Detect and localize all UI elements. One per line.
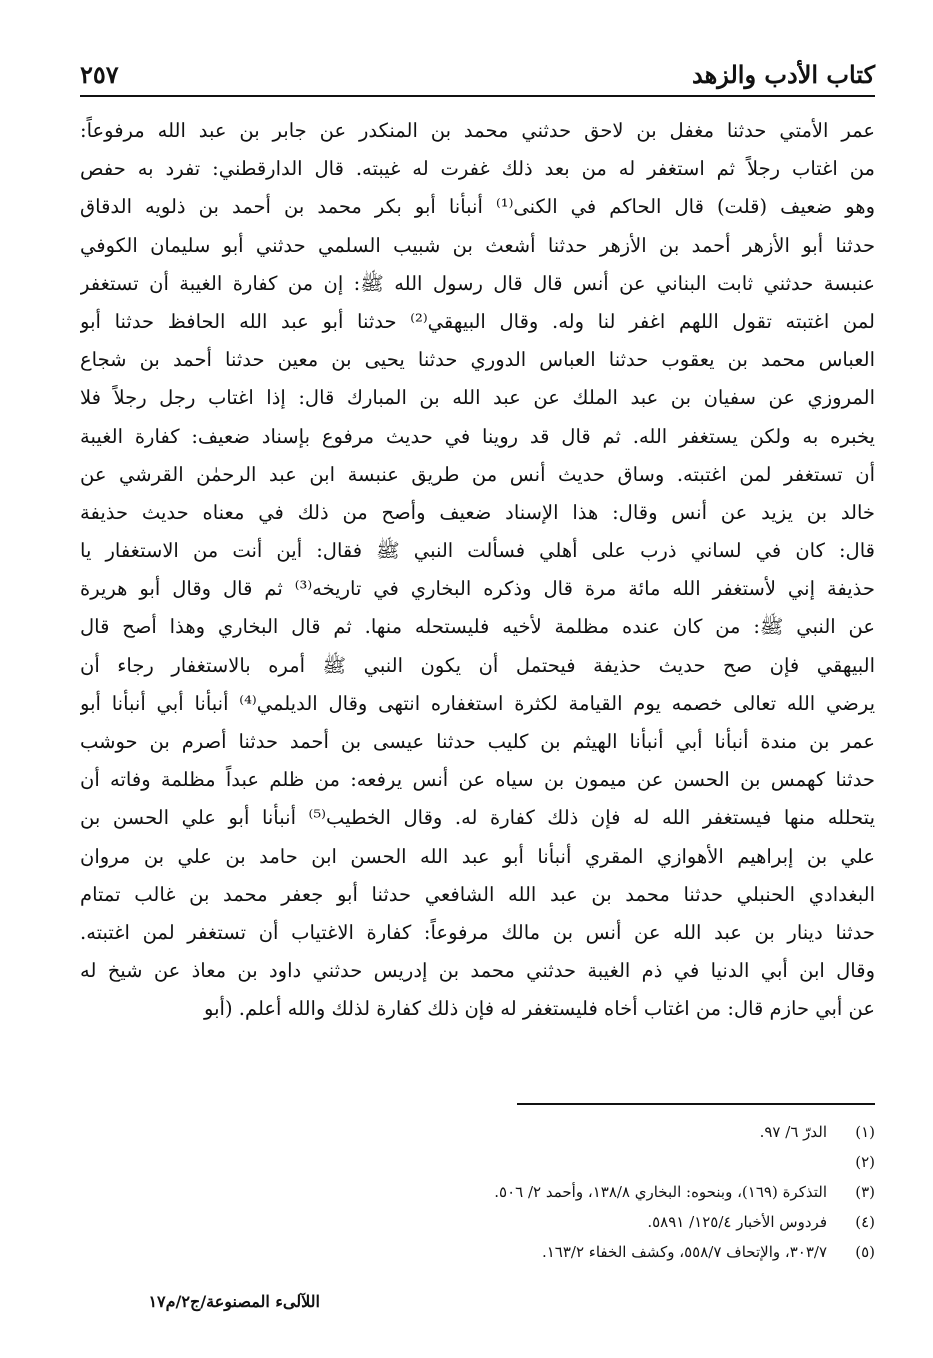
text-line: علي بن إبراهيم الأهوازي المقري أنبأنا أبو عبد الله الحسن ابن حامد بن علي بن مروان: [80, 844, 875, 868]
footnotes: [80, 1117, 875, 1267]
text-line: حذيفة إني لأستغفر الله مائة مرة قال وذكره البخاري في تاريخه⁽³⁾ ثم قال وقال أبو هريرة: [80, 577, 875, 601]
footnote-text: فردوس الأخبار ١٢٥/٤/ ٥٨٩١.: [647, 1213, 827, 1231]
footnote-rule: [517, 1103, 875, 1105]
footnote-text: التذكرة (١٦٩)، وبنحوه: البخاري ١٣٨/٨، وأحمد ٢/ ٥٠٦.: [494, 1183, 827, 1201]
text-line: العباس محمد بن يعقوب حدثنا العباس الدوري حدثنا يحيى بن معين حدثنا أحمد بن شجاع: [80, 348, 875, 372]
footnote: [80, 1177, 875, 1207]
footnote: [80, 1117, 875, 1147]
text-line: البغدادي الحنبلي حدثنا محمد بن عبد الله الشافعي حدثنا أبو جعفر محمد بن غالب تمتام: [80, 882, 875, 906]
footnote-text: ٣٠٣/٧، والإتحاف ٥٥٨/٧، وكشف الخفاء ١٦٣/٢.: [541, 1243, 827, 1261]
text-line: عن النبي ﷺ: من كان عنده مظلمة لأخيه فليستحله منها. ثم قال البخاري وهذا أصح قال: [80, 615, 875, 639]
main-text: [80, 112, 875, 1029]
text-line: من اغتاب رجلاً ثم استغفر له من بعد ذلك غفرت له غيبته. قال الدارقطني: تفرد به حفص: [80, 157, 875, 181]
running-title: كتاب الأدب والزهد: [692, 60, 875, 89]
text-line: قال: كان في لساني ذرب على أهلي فسألت النبي ﷺ فقال: أين أنت من الاستغفار يا: [80, 539, 875, 563]
footnote: [80, 1147, 875, 1177]
text-line: وقال ابن أبي الدنيا في ذم الغيبة حدثني محمد بن إدريس حدثني داود بن معاذ عن شيخ له: [80, 959, 875, 983]
header-rule: [80, 95, 875, 97]
text-line: عنبسة حدثني ثابت البناني عن أنس قال قال رسول الله ﷺ: إن من كفارة الغيبة أن تستغفر: [80, 271, 875, 295]
text-line: حدثنا دينار بن عبد الله عن أنس بن مالك مرفوعاً: كفارة الاغتياب أن تستغفر لمن اغتبته.: [80, 920, 875, 944]
text-line: يخبره به ولكن يستغفر الله. ثم قال قد روينا في حديث مرفوع بإسناد ضعيف: كفارة الغيبة: [80, 424, 875, 448]
text-line: أن تستغفر لمن اغتبته. وساق حديث أنس من طريق عنبسة ابن عبد الرحمٰن القرشي عن: [80, 462, 875, 486]
footnote: [80, 1237, 875, 1267]
page-header: [80, 58, 875, 94]
text-line: وهو ضعيف (قلت) قال الحاكم في الكنى⁽¹⁾ أنبأنا أبو بكر محمد بن أحمد بن ذلويه الدقاق: [80, 195, 875, 219]
text-line: المروزي عن سفيان بن عبد الملك عن عبد الله بن المبارك قال: إذا اغتاب رجل رجلاً فلا: [80, 386, 875, 410]
text-line: يتحلله منها فيستغفر الله له فإن ذلك كفارة له. وقال الخطيب⁽⁵⁾ أنبأنا أبو علي الحسن بن: [80, 806, 875, 830]
text-line: حدثنا أبو الأزهر أحمد بن الأزهر حدثنا أشعث بن شبيب السلمي حدثني أبو سليمان الكوفي: [80, 233, 875, 257]
text-line: يرضي الله تعالى خصمه يوم القيامة لكثرة استغفاره انتهى وقال الديلمي⁽⁴⁾ أنبأنا أبي أنبأنا أبو: [80, 691, 875, 715]
text-line: خالد بن يزيد عن أنس وقال: هذا الإسناد ضعيف وأصح من ذلك في معناه حديث حذيفة: [80, 500, 875, 524]
text-line: حدثنا كهمس بن الحسن عن ميمون بن سياه عن أنس يرفعه: من ظلم عبداً مظلمة وفاته أن: [80, 768, 875, 792]
footnote-number: (١): [855, 1123, 875, 1141]
text-line: البيهقي فإن صح حديث حذيفة فيحتمل أن يكون النبي ﷺ أمره بالاستغفار رجاء أن: [80, 653, 875, 677]
text-line: عمر بن مندة أنبأنا أبي أنبأنا الهيثم بن كليب حدثنا عيسى بن أحمد حدثنا أصرم بن حوشب: [80, 730, 875, 753]
page-number: ٢٥٧: [80, 60, 119, 89]
printer-signature: اللآلىء المصنوعة/ج٢/م١٧: [148, 1292, 320, 1311]
text-line: عمر الأمتي حدثنا مغفل بن لاحق حدثني محمد بن المنكدر عن جابر بن عبد الله مرفوعاً:: [80, 119, 875, 142]
footnote-number: (٢): [855, 1153, 875, 1171]
footnote-number: (٥): [855, 1243, 875, 1261]
footnote: [80, 1207, 875, 1237]
footnote-number: (٣): [855, 1183, 875, 1201]
text-line: عن أبي حازم قال: من اغتاب أخاه فليستغفر له فإن ذلك كفارة لذلك والله أعلم. (أبو: [204, 997, 875, 1021]
text-line: لمن اغتبته تقول اللهم اغفر لنا وله. وقال البيهقي⁽²⁾ حدثنا أبو عبد الله الحافظ حدثنا أبو: [80, 309, 875, 333]
footnote-text: الدرّ ٦/ ٩٧.: [759, 1123, 827, 1141]
footnote-number: (٤): [855, 1213, 875, 1231]
